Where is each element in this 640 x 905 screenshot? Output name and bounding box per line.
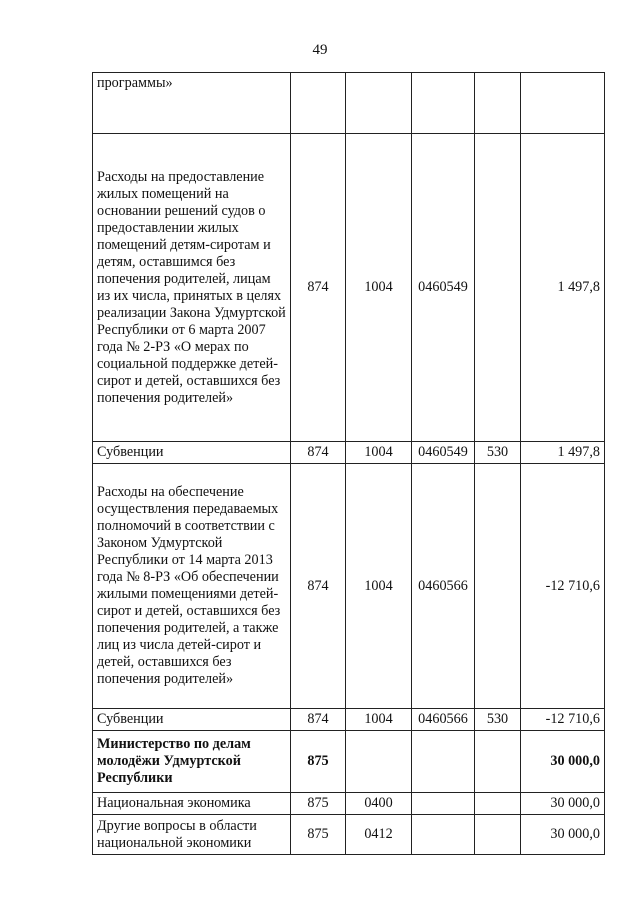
row-description: Расходы на обеспечение осуществления передаваемых полномочий в соответствии с Законом Удмуртской Республики от 14 марта 2013 года № 8-РЗ «Об обеспечении жилыми помещениями детей-сирот и детей, оставшихся без попечения родителей, а также лиц из числа детей-сирот и детей, оставшихся без попечения родителей» [93, 464, 291, 709]
section-code: 0412 [346, 815, 412, 855]
expense-type-code [475, 815, 521, 855]
table-row [93, 793, 605, 815]
table-row [93, 464, 605, 709]
target-code: 0460566 [412, 709, 475, 731]
amount: 1 497,8 [521, 134, 605, 442]
expense-type-code: 530 [475, 442, 521, 464]
section-code: 1004 [346, 464, 412, 709]
section-code [346, 731, 412, 793]
row-description: Субвенции [93, 709, 291, 731]
table-row [93, 709, 605, 731]
row-description: Расходы на предоставление жилых помещений на основании решений судов о предоставлении жилых помещений детям-сиротам и детям, оставшимся без попечения родителей, лицам из их числа, принятых в целях реализации Закона Удмуртской Республики от 6 марта 2007 года № 2-РЗ «О мерах по социальной поддержке детей-сирот и детей, оставшихся без попечения родителей» [93, 134, 291, 442]
target-code [412, 815, 475, 855]
amount: -12 710,6 [521, 709, 605, 731]
table-row [93, 815, 605, 855]
expense-type-code [475, 731, 521, 793]
table-row [93, 73, 605, 134]
amount: 1 497,8 [521, 442, 605, 464]
table-row [93, 134, 605, 442]
expense-type-code [475, 464, 521, 709]
target-code: 0460549 [412, 134, 475, 442]
ved-code [291, 73, 346, 134]
amount [521, 73, 605, 134]
expense-type-code [475, 793, 521, 815]
ved-code: 875 [291, 793, 346, 815]
target-code: 0460566 [412, 464, 475, 709]
amount: 30 000,0 [521, 815, 605, 855]
section-code [346, 73, 412, 134]
expense-type-code [475, 73, 521, 134]
row-description: программы» [93, 73, 291, 134]
row-description: Другие вопросы в области национальной экономики [93, 815, 291, 855]
amount: -12 710,6 [521, 464, 605, 709]
table-row [93, 442, 605, 464]
expense-type-code [475, 134, 521, 442]
amount: 30 000,0 [521, 793, 605, 815]
section-code: 1004 [346, 442, 412, 464]
section-code: 1004 [346, 709, 412, 731]
target-code: 0460549 [412, 442, 475, 464]
expense-type-code: 530 [475, 709, 521, 731]
ved-code: 875 [291, 815, 346, 855]
target-code [412, 793, 475, 815]
table-row [93, 731, 605, 793]
section-code: 1004 [346, 134, 412, 442]
row-description: Национальная экономика [93, 793, 291, 815]
budget-table [92, 72, 605, 855]
ved-code: 875 [291, 731, 346, 793]
target-code [412, 731, 475, 793]
target-code [412, 73, 475, 134]
page-number: 49 [312, 42, 328, 58]
ved-code: 874 [291, 709, 346, 731]
section-code: 0400 [346, 793, 412, 815]
row-description: Министерство по делам молодёжи Удмуртской Республики [93, 731, 291, 793]
ved-code: 874 [291, 464, 346, 709]
row-description: Субвенции [93, 442, 291, 464]
amount: 30 000,0 [521, 731, 605, 793]
ved-code: 874 [291, 134, 346, 442]
ved-code: 874 [291, 442, 346, 464]
